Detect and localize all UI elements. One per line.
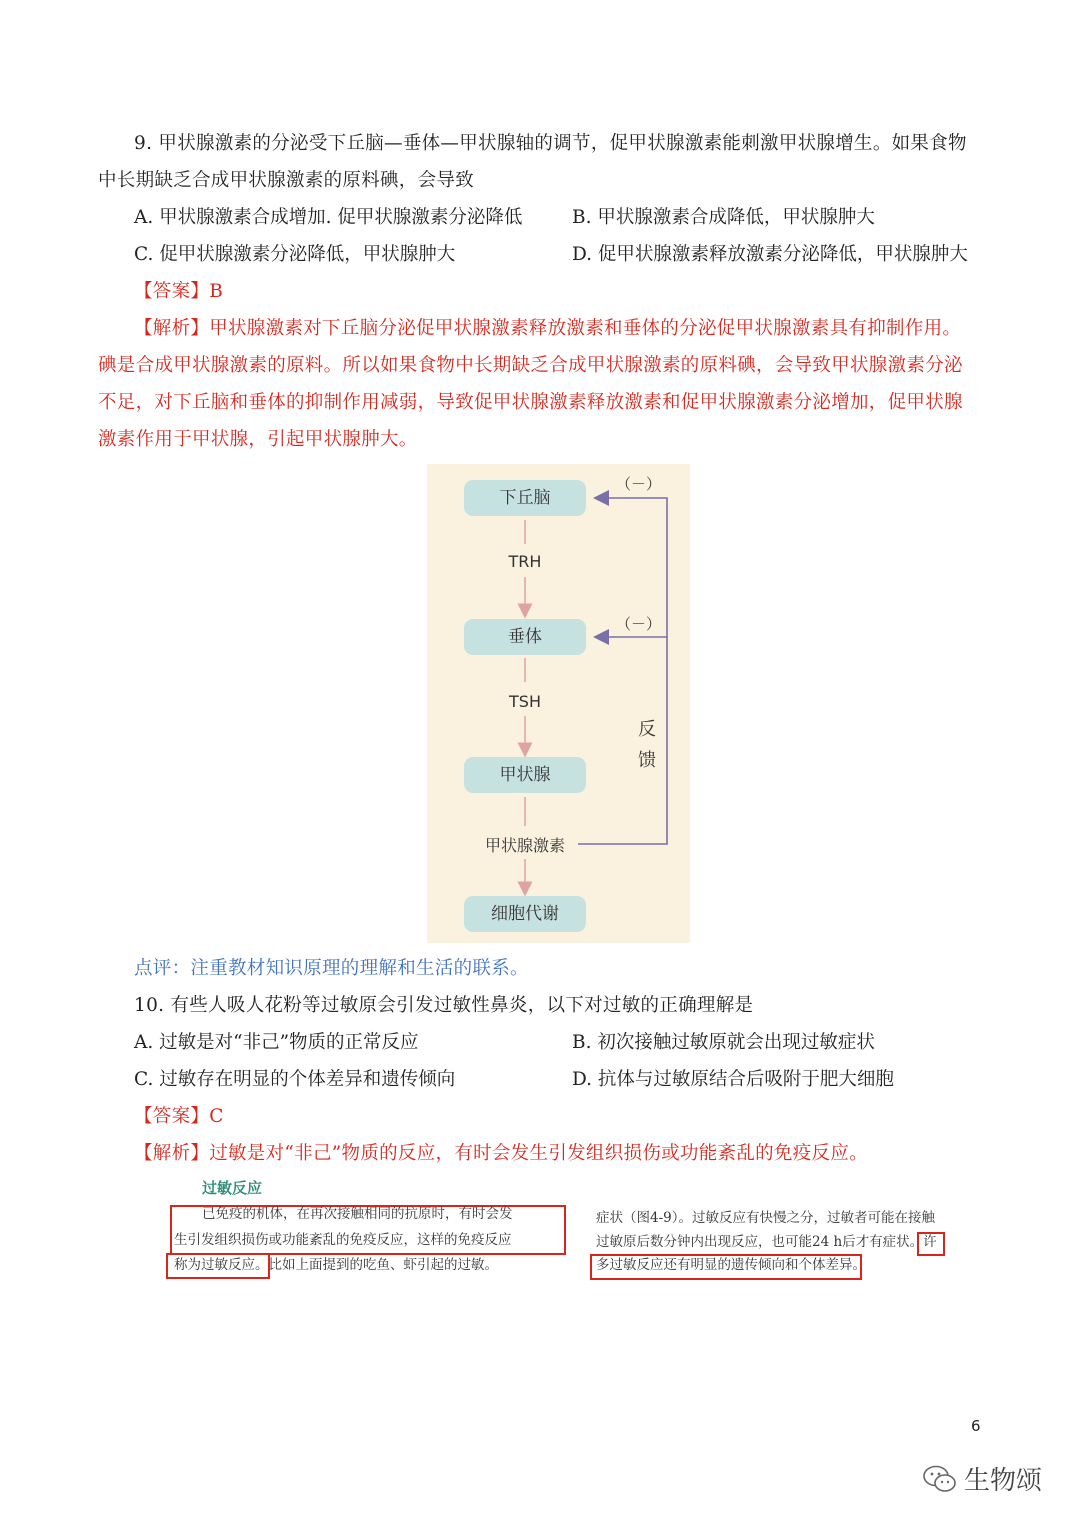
hpt-axis-diagram bbox=[427, 464, 690, 943]
excerpt-right-line3: 多过敏反应还有明显的遗传倾向和个体差异。 bbox=[596, 1257, 866, 1273]
negative-mark-1: （－） bbox=[616, 475, 662, 493]
wechat-icon bbox=[922, 1464, 958, 1494]
q9-option-c: C. 促甲状腺激素分泌降低，甲状腺肿大 bbox=[134, 244, 456, 265]
answer-value: B bbox=[209, 281, 224, 302]
q10-option-a: A. 过敏是对“非己”物质的正常反应 bbox=[134, 1032, 419, 1053]
page-number: 6 bbox=[971, 1417, 981, 1435]
answer-value: C bbox=[209, 1106, 224, 1127]
q9-stem-line1: 9. 甲状腺激素的分泌受下丘脑—垂体—甲状腺轴的调节，促甲状腺激素能刺激甲状腺增生。如果食物 bbox=[134, 133, 967, 154]
analysis-text: 甲状腺激素对下丘脑分泌促甲状腺激素释放激素和垂体的分泌促甲状腺激素具有抑制作用。 bbox=[209, 318, 962, 339]
q10-answer bbox=[134, 1098, 1024, 1135]
excerpt-term: 称为过敏反应 bbox=[174, 1257, 255, 1273]
q9-analysis-line3: 不足，对下丘脑和垂体的抑制作用减弱，导致促甲状腺激素释放激素和促甲状腺激素分泌增加，促甲状腺 bbox=[98, 392, 963, 413]
excerpt-right-line1: 症状（图4-9）。过敏反应有快慢之分，过敏者可能在接触 bbox=[596, 1210, 935, 1226]
excerpt-title: 过敏反应 bbox=[202, 1179, 263, 1197]
excerpt-left-line1: 已免疫的机体，在再次接触相同的抗原时，有时会发 bbox=[202, 1206, 513, 1222]
node-hypothalamus: 下丘脑 bbox=[464, 480, 586, 516]
q9-option-b: B. 甲状腺激素合成降低，甲状腺肿大 bbox=[572, 207, 875, 228]
excerpt-left-line2: 生引发组织损伤或功能紊乱的免疫反应，这样的免疫反应 bbox=[174, 1232, 512, 1248]
trh-label: TRH bbox=[508, 552, 542, 571]
q9-option-d: D. 促甲状腺激素释放激素分泌降低，甲状腺肿大 bbox=[572, 244, 968, 265]
analysis-label: 【解析】 bbox=[134, 1143, 210, 1164]
feedback-char-1: 反 bbox=[638, 719, 656, 740]
q10-option-d: D. 抗体与过敏原结合后吸附于肥大细胞 bbox=[572, 1069, 894, 1090]
q10-analysis bbox=[134, 1135, 1024, 1172]
analysis-label: 【解析】 bbox=[134, 318, 210, 339]
diagram-arrows bbox=[427, 464, 690, 943]
negative-mark-2: （－） bbox=[616, 615, 662, 633]
tsh-label: TSH bbox=[509, 692, 541, 711]
excerpt-example: 。比如上面提到的吃鱼、虾引起的过敏。 bbox=[255, 1257, 498, 1273]
watermark-text: 生物颂 bbox=[964, 1466, 1043, 1496]
excerpt-left-line3 bbox=[174, 1252, 498, 1278]
textbook-excerpt bbox=[164, 1173, 954, 1285]
q10-option-c: C. 过敏存在明显的个体差异和遗传倾向 bbox=[134, 1069, 456, 1090]
comment: 点评：注重教材知识原理的理解和生活的联系。 bbox=[134, 958, 529, 979]
answer-label: 【答案】 bbox=[134, 1106, 210, 1127]
feedback-char-2: 馈 bbox=[638, 750, 656, 771]
q9-analysis-line1 bbox=[134, 310, 1024, 347]
node-pituitary: 垂体 bbox=[464, 619, 586, 655]
excerpt-right-char: 许 bbox=[923, 1234, 937, 1250]
node-thyroid: 甲状腺 bbox=[464, 757, 586, 793]
q10-option-b: B. 初次接触过敏原就会出现过敏症状 bbox=[572, 1032, 875, 1053]
answer-label: 【答案】 bbox=[134, 281, 210, 302]
thyroid-hormone-label: 甲状腺激素 bbox=[475, 833, 575, 856]
q9-answer bbox=[134, 273, 1024, 310]
excerpt-right-text: 过敏原后数分钟内出现反应，也可能24 h后才有症状。 bbox=[596, 1234, 924, 1250]
node-cell-metabolism: 细胞代谢 bbox=[464, 896, 586, 932]
q9-stem-line2: 中长期缺乏合成甲状腺激素的原料碘，会导致 bbox=[98, 170, 475, 191]
q9-analysis-line4: 激素作用于甲状腺，引起甲状腺肿大。 bbox=[98, 429, 418, 450]
q9-option-a: A. 甲状腺激素合成增加. 促甲状腺激素分泌降低 bbox=[134, 207, 523, 228]
q9-analysis-line2: 碘是合成甲状腺激素的原料。所以如果食物中长期缺乏合成甲状腺激素的原料碘，会导致甲状腺激素分泌 bbox=[98, 355, 963, 376]
analysis-text: 过敏是对“非己”物质的反应，有时会发生引发组织损伤或功能紊乱的免疫反应。 bbox=[209, 1143, 868, 1164]
watermark bbox=[922, 1460, 1042, 1497]
q10-stem: 10. 有些人吸人花粉等过敏原会引发过敏性鼻炎，以下对过敏的正确理解是 bbox=[134, 995, 754, 1016]
